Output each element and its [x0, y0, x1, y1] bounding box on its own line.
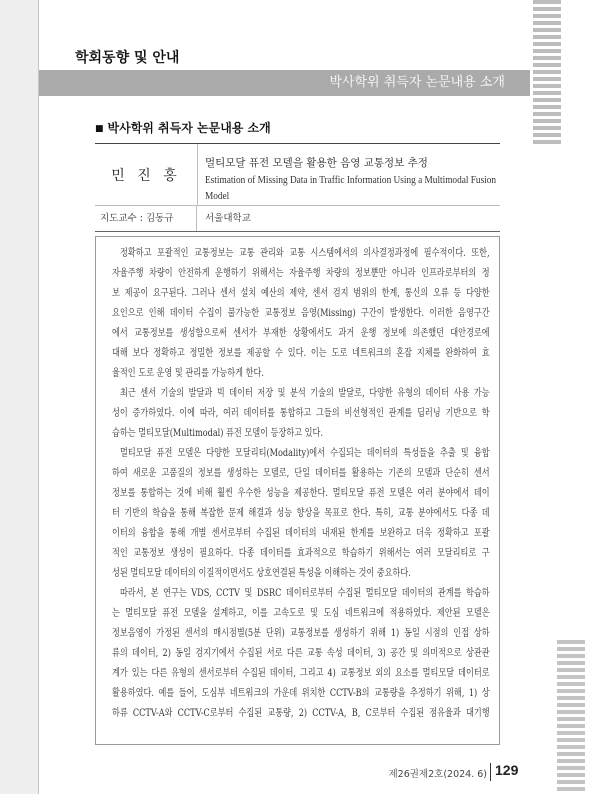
body-line: 정보음영이 가정된 센서의 매시점별(5분 단위) 교통정보를 생성하기 위해 1) 동일 시점의 인접 상하: [112, 628, 490, 639]
author-name-cell: [95, 144, 198, 205]
square-bullet-icon: ■: [95, 124, 104, 134]
thesis-title-korean: 멀티모달 퓨전 모델을 활용한 음영 교통정보 추정: [205, 157, 428, 169]
thesis-title-english: Estimation of Missing Data in Traffic Information Using a Multimodal Fusion Model: [205, 174, 497, 202]
thesis-title-cell: [198, 144, 500, 205]
thesis-info-table: [95, 143, 500, 232]
advisor: 지도교수 : 김동규: [95, 206, 197, 231]
section-label: 학회동향 및 안내: [75, 50, 180, 66]
body-line: 이터의 융합을 통해 개별 센서로부터 수집된 데이터의 내재된 한계를 보완하고 더욱 정확하고 포괄: [112, 528, 490, 539]
article-heading: [95, 119, 271, 136]
body-line: 보 제공이 요구된다. 그러나 센서 설치 예산의 제약, 센서 검지 범위의 한계, 통신의 오류 등 다양한: [112, 288, 490, 299]
body-line: 대해 보다 정확하고 정밀한 정보를 제공할 수 있다. 이는 도로 네트워크의 혼잡 지체를 완화하여 효: [112, 348, 490, 359]
body-line: 류의 데이터, 2) 동일 검지기에서 수집된 서로 다른 교통 속성 데이터, 3) 공간 및 의미적으로 상관관: [112, 648, 490, 659]
body-line: 하여 새로운 고품질의 정보를 생성하는 모델로, 단일 데이터를 활용하는 기존의 모델과 단순히 센서: [112, 468, 490, 479]
body-line: 적인 교통정보 생성이 필요하다. 다종 데이터를 효과적으로 학습하기 위해서는 여러 모달리티로 구: [112, 548, 490, 559]
body-line: 터 기반의 학습을 통해 복잡한 문제 해결과 성능 향상을 목표로 한다. 특히, 교통 분야에서도 다종 데: [112, 508, 490, 519]
body-line: 하류 CCTV-A와 CCTV-C로부터 수집된 교통량, 2) CCTV-A, B, C로부터 수집된 점유율과 대기행: [112, 708, 490, 719]
body-line: 따라서, 본 연구는 VDS, CCTV 및 DSRC 데이터로부터 수집된 멀티모달 데이터의 관계를 학습하: [120, 588, 490, 599]
body-paragraph: [112, 244, 492, 384]
info-row-advisor: [95, 206, 500, 231]
body-line: 성된 멀티모달 데이터의 이질적이면서도 상호연결된 특성을 이해하는 것이 중요하다.: [112, 568, 411, 579]
footer-issue: 제26권제2호(2024. 6): [388, 769, 487, 780]
body-line: 정보를 통합하는 것에 비해 훨씬 우수한 성능을 제공한다. 멀티모달 퓨전 모델은 여러 분야에서 데이: [112, 488, 490, 499]
abstract-box: [95, 236, 500, 745]
body-line: 요인으로 인해 데이터 수집이 불가능한 교통정보 음영(Missing) 구간이 발생한다. 이러한 음영구간: [112, 308, 490, 319]
top-right-stripe-decoration: [533, 0, 561, 145]
bottom-right-stripe-decoration: [557, 640, 585, 794]
body-line: 는 멀티모달 퓨전 모델을 설계하고, 이를 고속도로 및 도심 네트워크에 적용하였다. 제안된 모델은: [112, 608, 490, 619]
page-number: 129: [495, 762, 519, 778]
body-line: 자율주행 차량이 안전하게 운행하기 위해서는 자율주행 차량의 정보뿐만 아니라 인프라로부터의 정: [112, 268, 490, 279]
body-paragraph: [112, 584, 492, 724]
body-line: 에서 교통정보를 생성함으로써 센서가 부재한 상황에서도 과거 운행 정보에 의존했던 대안경로에: [112, 328, 490, 339]
band-title: 박사학위 취득자 논문내용 소개: [329, 75, 505, 90]
body-paragraph: [112, 444, 492, 584]
university: 서울대학교: [205, 213, 251, 224]
left-margin-strip: [0, 0, 39, 794]
author-name: 민 진 홍: [111, 167, 181, 184]
abstract-text: [112, 244, 492, 724]
body-line: 성이 증가하였다. 이에 따라, 여러 데이터를 통합하고 그들의 비선형적인 관계를 딥러닝 기반으로 학: [112, 408, 490, 419]
footer-divider: [490, 763, 491, 781]
body-line: 습하는 멀티모달(Multimodal) 퓨전 모델이 등장하고 있다.: [112, 428, 324, 439]
body-line: 율적인 도로 운영 및 관리를 가능하게 한다.: [112, 368, 264, 379]
body-paragraph: [112, 384, 492, 444]
body-line: 활용하였다. 예를 들어, 도심부 네트워크의 가운데 위치한 CCTV-B의 교통량을 추정하기 위해, 1) 상: [112, 688, 490, 699]
body-line: 멀티모달 퓨전 모델은 다양한 모달리티(Modality)에서 수집되는 데이터의 특성들을 추출 및 융합: [120, 448, 490, 459]
title-band: [39, 70, 530, 96]
info-row-title: [95, 144, 500, 206]
article-heading-title: 박사학위 취득자 논문내용 소개: [107, 121, 271, 135]
body-line: 계가 있는 다른 유형의 센서로부터 수집된 데이터, 그리고 4) 교통정보 외의 요소를 멀티모달 데이터로: [112, 668, 490, 679]
body-line: 정확하고 포괄적인 교통정보는 교통 관리와 교통 시스템에서의 의사결정과정에 필수적이다. 또한,: [120, 248, 490, 259]
body-line: 최근 센서 기술의 발달과 빅 데이터 저장 및 분석 기술의 발달로, 다양한 유형의 데이터 사용 가능: [120, 388, 490, 399]
